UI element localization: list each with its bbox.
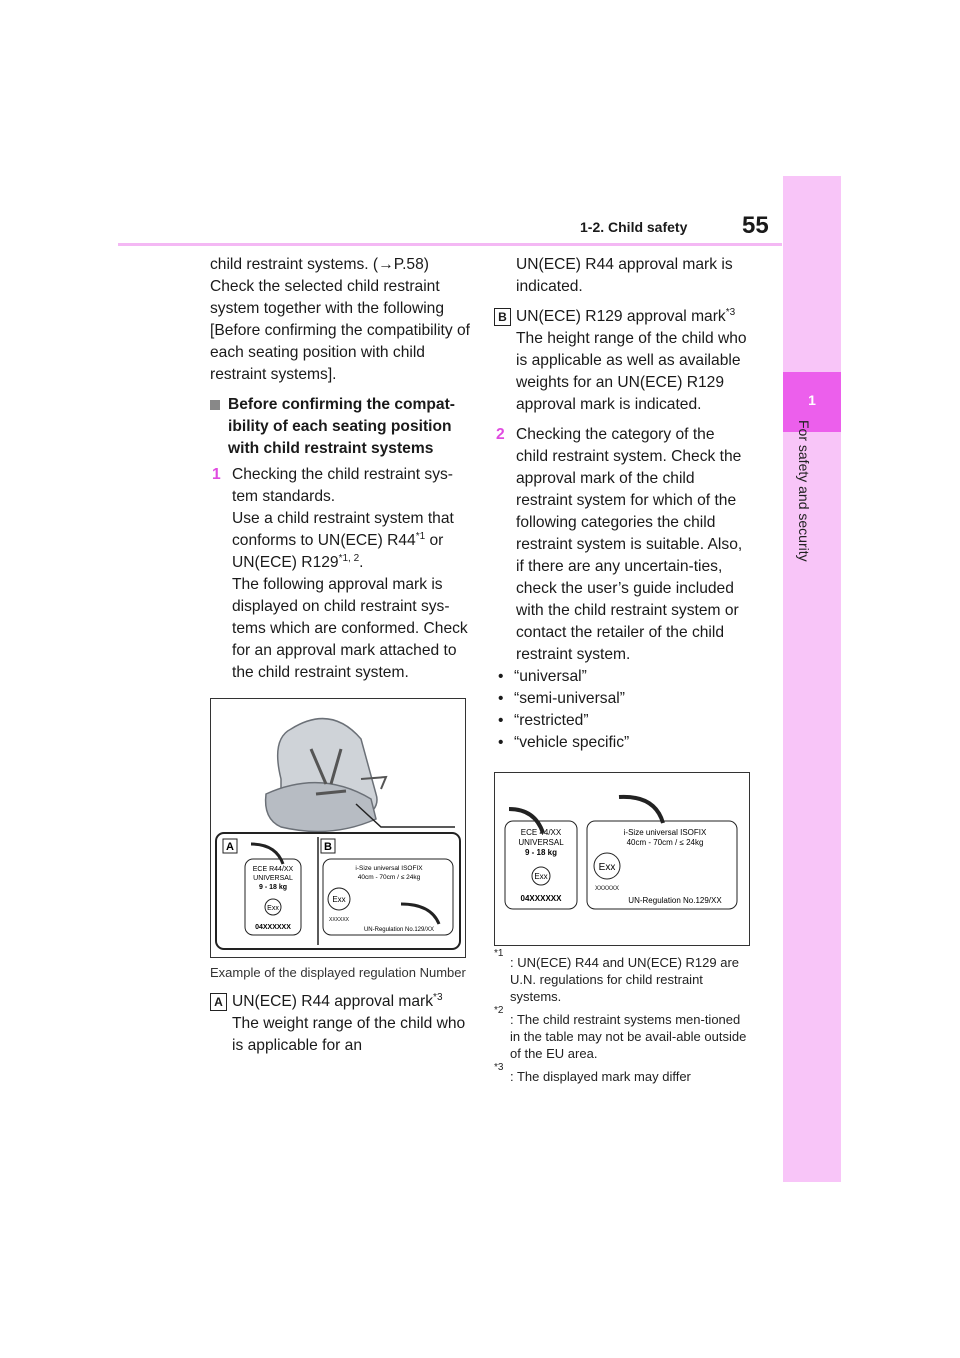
section-title: 1-2. Child safety	[580, 219, 688, 235]
mark-b-exx: Exx	[332, 895, 346, 904]
bullet: •	[498, 668, 504, 685]
mark-a-universal: UNIVERSAL	[518, 838, 564, 847]
mark-a-universal: UNIVERSAL	[253, 875, 293, 882]
footnote-ref: *1	[415, 530, 426, 542]
footnote-text: : The displayed mark may differ	[510, 1069, 691, 1084]
step-1-standard	[232, 508, 472, 574]
mark-a-weight: 9 - 18 kg	[524, 848, 558, 857]
step-number: 2	[496, 426, 505, 443]
footnote-3: *3 : The displayed mark may differ	[494, 1062, 691, 1084]
square-bullet-icon	[210, 400, 220, 410]
list-item	[494, 688, 750, 710]
header-rule	[118, 243, 782, 246]
list-item	[494, 666, 750, 688]
mark-b-isize: i-Size universal ISOFIX	[355, 865, 423, 872]
step-1-standard-text: Use a child restraint system that conforms to UN(ECE) R44	[232, 510, 454, 549]
list-item	[494, 732, 750, 754]
item-a-title-text: UN(ECE) R44 approval mark	[232, 993, 434, 1010]
mark-a-code: 04XXXXXX	[520, 894, 562, 903]
item-a-desc: The weight range of the child who is applicable for an	[232, 1015, 466, 1054]
mark-b-exx: Exx	[598, 862, 616, 873]
child-seat-figure	[210, 698, 466, 958]
mark-a-exx: Exx	[534, 872, 548, 881]
mark-b-reg: UN-Regulation No.129/XX	[628, 896, 722, 905]
mark-a-ece: ECE R44/XX	[252, 866, 294, 873]
step-1-standard-text-2: or UN(ECE) R129	[232, 532, 444, 571]
step-1-title: Checking the child restraint sys-tem standards.	[232, 466, 454, 505]
period: .	[359, 554, 364, 571]
label-a-text: A	[226, 841, 234, 853]
child-seat-illustration	[211, 699, 465, 957]
label-b: B	[494, 308, 511, 326]
step-1-body: The following approval mark is displayed on child restraint sys-tems which are conformed. Check for an approval mark attached to the child restraint system.	[232, 576, 468, 681]
side-tab-label: For safety and security	[796, 420, 812, 562]
item-b-desc: The height range of the child who is applicable as well as available weights for an UN(ECE) R129 approval mark is indicated.	[516, 330, 747, 413]
subheading-text: Before confirming the compat-ibility of each seating position with child restraint systems	[228, 396, 455, 457]
mark-b-code: XXXXXX	[328, 917, 350, 923]
list-item	[494, 710, 750, 732]
item-b-title	[516, 306, 750, 328]
item-a-title	[232, 991, 472, 1013]
page-number: 55	[742, 212, 769, 239]
mark-a-weight: 9 - 18 kg	[258, 884, 288, 891]
mark-b-height: 40cm - 70cm / ≤ 24kg	[357, 874, 421, 881]
intro-paragraph: child restraint systems. (→P.58) Check the selected child restraint system together with the following [Before confirming the compatibility of each seating position with child restraint systems].	[210, 256, 471, 383]
left-column	[210, 254, 472, 1057]
step-number: 1	[212, 466, 221, 483]
category-text: “universal”	[514, 668, 587, 685]
category-text: “vehicle specific”	[514, 734, 630, 751]
mark-b-isize: i-Size universal ISOFIX	[623, 828, 707, 837]
side-tab-number: 1	[808, 392, 816, 408]
right-column	[494, 254, 750, 1085]
bullet: •	[498, 734, 504, 751]
step-2	[494, 424, 750, 666]
arrow-b-icon	[619, 797, 663, 823]
item-b	[494, 306, 750, 416]
bullet: •	[498, 712, 504, 729]
footnote-text: : UN(ECE) R44 and UN(ECE) R129 are U.N. regulations for child restraint systems.	[510, 955, 740, 1004]
footnote-ref: *1, 2	[338, 552, 360, 564]
footnote-1: *1 : UN(ECE) R44 and UN(ECE) R129 are U.N. regulations for child restraint systems.	[494, 948, 740, 1004]
mark-b-reg: UN-Regulation No.129/XX	[363, 927, 435, 933]
mark-a-code: 04XXXXXX	[255, 924, 291, 931]
footnote-ref: *3	[433, 991, 443, 1003]
footnote-text: : The child restraint systems men-tioned in the table may not be avail-able outside of the EU area.	[510, 1012, 747, 1061]
item-b-title-text: UN(ECE) R129 approval mark	[516, 308, 726, 325]
bullet: •	[498, 690, 504, 707]
mark-b-height: 40cm - 70cm / ≤ 24kg	[626, 838, 704, 847]
item-a	[210, 991, 472, 1057]
step-2-text: Checking the category of the child restraint system. Check the approval mark of the child restraint system for which of the following categories the child restraint system is suitable. Also, if there are any uncertain-ties, check the user’s guide included with the child restraint system or contact the retailer of the child restraint system.	[516, 426, 743, 663]
mark-a-exx: Exx	[267, 905, 279, 912]
mark-b-code: XXXXXX	[594, 886, 620, 892]
item-a-desc-cont: UN(ECE) R44 approval mark is indicated.	[516, 256, 733, 295]
figure-caption: Example of the displayed regulation Number	[210, 965, 466, 980]
footnote-2: *2 : The child restraint systems men-tioned in the table may not be avail-able outside of the EU area.	[494, 1005, 747, 1061]
mark-a-ece: ECE 44/XX	[520, 828, 562, 837]
footnote-ref: *3	[725, 306, 736, 318]
approval-mark-figure	[494, 772, 750, 946]
side-tab	[783, 176, 841, 1182]
category-text: “restricted”	[514, 712, 589, 729]
label-b-text: B	[324, 841, 332, 853]
step-1	[210, 464, 472, 684]
category-text: “semi-universal”	[514, 690, 625, 707]
subheading	[210, 394, 472, 460]
approval-mark-illustration	[495, 773, 749, 945]
label-a: A	[210, 993, 227, 1011]
